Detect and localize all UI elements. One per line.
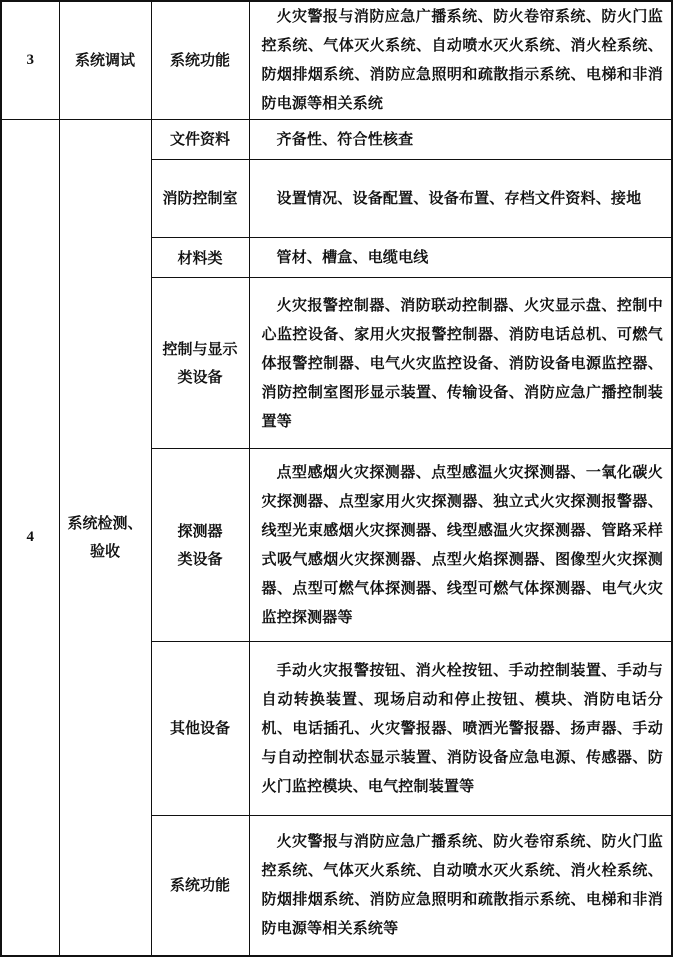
sub-item-name: 材料类 [151, 238, 249, 278]
sub-item-name: 消防控制室 [151, 159, 249, 237]
sub-item-name: 其他设备 [151, 641, 249, 815]
sub-item-content: 管材、槽盒、电缆电线 [249, 238, 672, 278]
sub-item-content: 点型感烟火灾探测器、点型感温火灾探测器、一氧化碳火灾探测器、点型家用火灾探测器、独立式火灾探测报警器、线型光束感烟火灾探测器、线型感温火灾探测器、管路采样式吸气感烟火灾探测器、点型火焰探测器、图像型火灾探测器、点型可燃气体探测器、线型可燃气体探测器、电气火灾监控探测器等 [249, 449, 672, 642]
sub-item-name: 控制与显示类设备 [151, 278, 249, 449]
sub-item-content: 火灾报警控制器、消防联动控制器、火灾显示盘、控制中心监控设备、家用火灾报警控制器、消防电话总机、可燃气体报警控制器、电气火灾监控设备、消防设备电源监控器、消防控制室图形显示装置、传输设备、消防应急广播控制装置等 [249, 278, 672, 449]
sub-item-content: 设置情况、设备配置、设备布置、存档文件资料、接地 [249, 159, 672, 237]
table-row [1, 1, 672, 119]
sub-item-name: 系统功能 [151, 815, 249, 956]
row-number: 3 [1, 1, 59, 119]
sub-item-content: 手动火灾报警按钮、消火栓按钮、手动控制装置、手动与自动转换装置、现场启动和停止按钮、模块、消防电话分机、电话插孔、火灾警报器、喷洒光警报器、扬声器、手动与自动控制状态显示装置、消防设备应急电源、传感器、防火门监控模块、电气控制装置等 [249, 641, 672, 815]
row-item: 系统检测、验收 [59, 119, 151, 956]
row-item: 系统调试 [59, 1, 151, 119]
sub-item-name: 文件资料 [151, 119, 249, 159]
sub-item-content: 火灾警报与消防应急广播系统、防火卷帘系统、防火门监控系统、气体灭火系统、自动喷水灭火系统、消火栓系统、防烟排烟系统、消防应急照明和疏散指示系统、电梯和非消防电源等相关系统 [249, 1, 672, 119]
table-row [1, 119, 672, 159]
sub-item-content: 齐备性、符合性核查 [249, 119, 672, 159]
sub-item-name: 系统功能 [151, 1, 249, 119]
row-number: 4 [1, 119, 59, 956]
sub-item-name: 探测器类设备 [151, 449, 249, 642]
sub-item-content: 火灾警报与消防应急广播系统、防火卷帘系统、防火门监控系统、气体灭火系统、自动喷水灭火系统、消火栓系统、防烟排烟系统、消防应急照明和疏散指示系统、电梯和非消防电源等相关系统等 [249, 815, 672, 956]
